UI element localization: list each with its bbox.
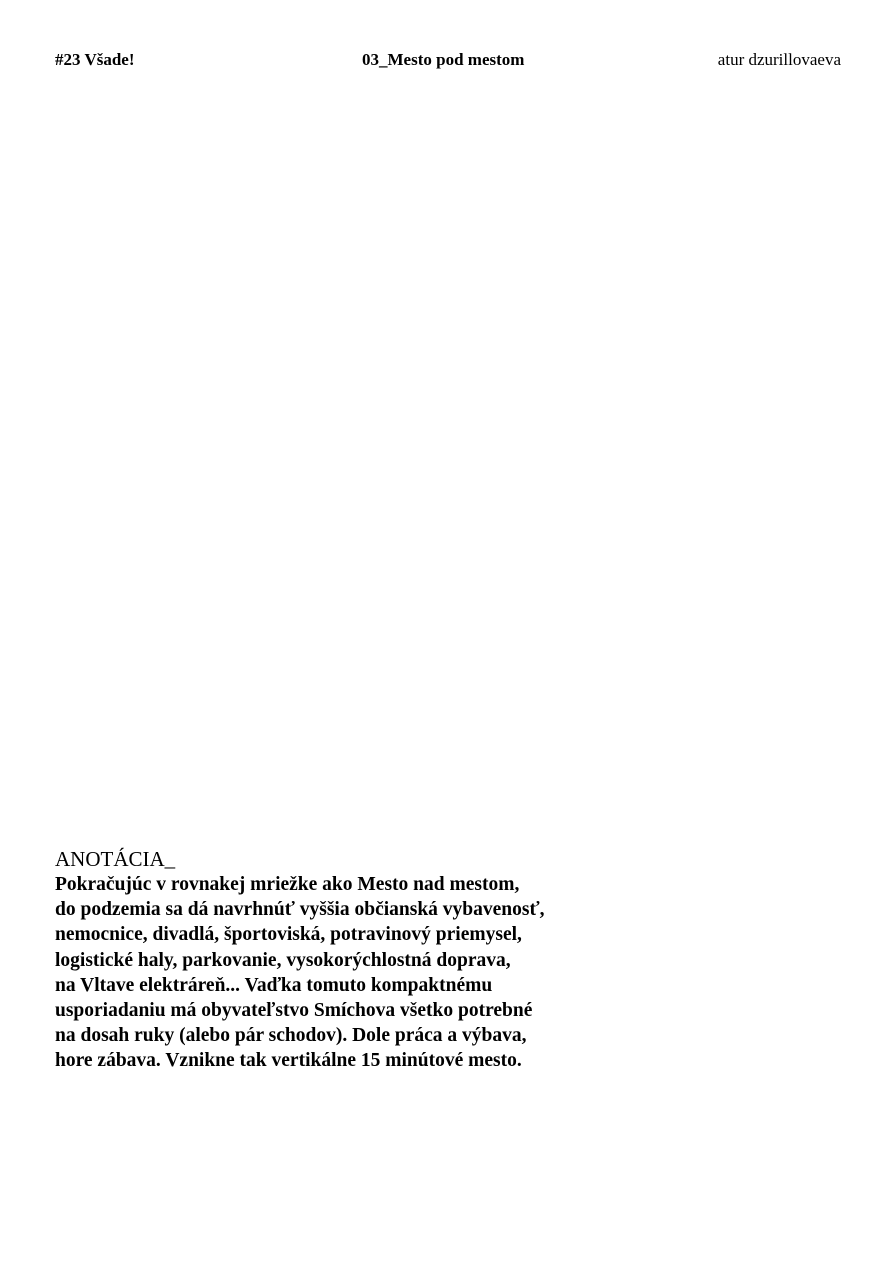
issue-label: #23 Všade! [55,50,135,69]
annotation-line: nemocnice, divadlá, športoviská, potravinový priemysel, [55,924,522,946]
author-label: atur dzurillovaeva [717,50,841,69]
annotation-line: do podzemia sa dá navrhnúť vyššia občianská vybavenosť, [55,899,545,921]
annotation-line: na Vltave elektráreň... Vaďka tomuto kompaktnému [55,974,493,996]
annotation-line: Pokračujúc v rovnakej mriežke ako Mesto nad mestom, [55,874,520,895]
annotation-line: usporiadaniu má obyvateľstvo Smíchova všetko potrebné [55,1000,533,1022]
page-header [55,50,841,72]
annotation-section [55,846,615,1074]
chapter-title: 03_Mesto pod mestom [362,50,525,69]
annotation-line: logistické haly, parkovanie, vysokorýchlostná doprava, [55,949,511,971]
annotation-line: na dosah ruky (alebo pár schodov). Dole práca a výbava, [55,1025,527,1047]
annotation-heading: ANOTÁCIA_ [55,847,176,871]
annotation-body [55,872,615,1074]
annotation-line: hore zábava. Vznikne tak vertikálne 15 minútové mesto. [55,1050,522,1072]
